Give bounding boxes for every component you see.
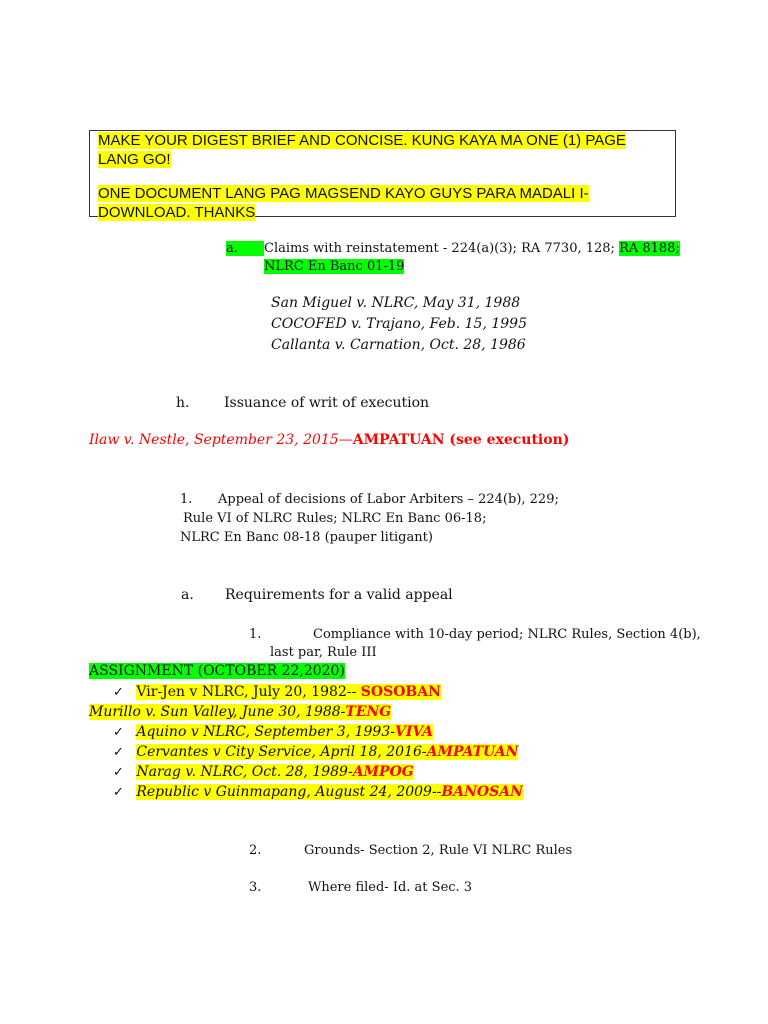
notice-line-1: MAKE YOUR DIGEST BRIEF AND CONCISE. KUNG KAYA MA ONE (1) PAGE LANG GO! xyxy=(98,132,626,168)
assignment-case: Murillo v. Sun Valley, June 30, 1988- xyxy=(89,704,346,720)
assignment-assignee: TENG xyxy=(345,704,392,720)
assignment-item xyxy=(113,744,518,760)
appeal-line-1: Appeal of decisions of Labor Arbiters – 224(b), 229; xyxy=(218,492,559,507)
assignment-case: Vir-Jen v NLRC, July 20, 1982-- xyxy=(136,684,361,700)
where-filed-text: Where filed- Id. at Sec. 3 xyxy=(308,880,473,895)
grounds-marker: 2. xyxy=(249,843,262,858)
checkmark-icon: ✓ xyxy=(113,725,124,740)
checkmark-icon: ✓ xyxy=(113,685,124,700)
where-filed-marker: 3. xyxy=(249,880,262,895)
grounds-text: Grounds- Section 2, Rule VI NLRC Rules xyxy=(304,843,573,858)
requirements-text: Requirements for a valid appeal xyxy=(225,587,453,603)
assignment-item xyxy=(89,704,391,720)
appeal-line-2: Rule VI of NLRC Rules; NLRC En Banc 06-18; xyxy=(183,511,487,526)
writ-text: Issuance of writ of execution xyxy=(224,395,430,411)
assignment-assignee: VIVA xyxy=(394,724,434,740)
assignment-case: Republic v Guinmapang, August 24, 2009-- xyxy=(136,784,442,800)
claims-case: Callanta v. Carnation, Oct. 28, 1986 xyxy=(271,337,526,353)
compliance-marker: 1. xyxy=(249,627,262,642)
writ-marker: h. xyxy=(176,395,190,411)
ilaw-line xyxy=(89,432,569,448)
assignment-item xyxy=(113,724,433,740)
ilaw-case: Ilaw v. Nestle, September 23, 2015— xyxy=(89,432,353,448)
assignment-item xyxy=(113,684,441,700)
claims-case: San Miguel v. NLRC, May 31, 1988 xyxy=(271,295,521,311)
ilaw-note: (see execution) xyxy=(444,432,570,448)
checkmark-icon: ✓ xyxy=(113,745,124,760)
claims-ra: RA 8188; xyxy=(619,241,680,256)
digest-notice-box xyxy=(89,130,676,221)
ilaw-assignee: AMPATUAN xyxy=(352,432,445,448)
requirements-marker: a. xyxy=(181,587,194,603)
claims-marker: a. xyxy=(226,241,264,256)
claims-text: Claims with reinstatement - 224(a)(3); RA 7730, 128; xyxy=(264,241,620,256)
assignment-case: Cervantes v City Service, April 18, 2016- xyxy=(136,744,427,760)
compliance-line-2: last par, Rule III xyxy=(270,645,377,660)
compliance-line-1: Compliance with 10-day period; NLRC Rules, Section 4(b), xyxy=(313,627,701,642)
assignment-item xyxy=(113,764,414,780)
assignment-assignee: AMPOG xyxy=(352,764,414,780)
assignment-item xyxy=(113,784,523,800)
claims-item xyxy=(226,241,680,256)
assignment-case: Narag v. NLRC, Oct. 28, 1989- xyxy=(136,764,353,780)
assignment-title: ASSIGNMENT (OCTOBER 22,2020) xyxy=(89,663,345,679)
appeal-line-3: NLRC En Banc 08-18 (pauper litigant) xyxy=(180,530,433,545)
claims-line-2: NLRC En Banc 01-19 xyxy=(264,259,405,274)
notice-line-2: ONE DOCUMENT LANG PAG MAGSEND KAYO GUYS PARA MADALI I-DOWNLOAD. THANKS xyxy=(98,185,589,221)
assignment-case: Aquino v NLRC, September 3, 1993- xyxy=(136,724,395,740)
assignment-assignee: BANOSAN xyxy=(441,784,523,800)
claims-case: COCOFED v. Trajano, Feb. 15, 1995 xyxy=(271,316,527,332)
assignment-assignee: SOSOBAN xyxy=(360,684,441,700)
checkmark-icon: ✓ xyxy=(113,785,124,800)
assignment-assignee: AMPATUAN xyxy=(426,744,519,760)
appeal-marker: 1. xyxy=(180,492,193,507)
checkmark-icon: ✓ xyxy=(113,765,124,780)
